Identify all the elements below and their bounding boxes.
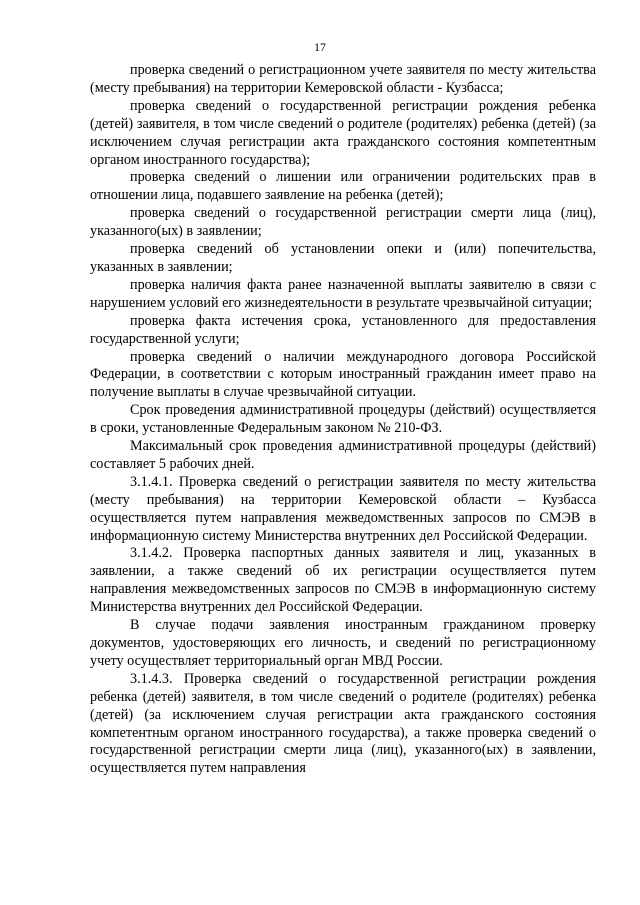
paragraph: проверка сведений о государственной регистрации рождения ребенка (детей) заявителя, в том числе сведений о родителе (родителях) ребенка (детей) (за исключением случая регистрации акта гражданского состояния компетентным органом иностранного государства); [90, 97, 596, 168]
paragraph: Максимальный срок проведения административной процедуры (действий) составляет 5 рабочих дней. [90, 438, 596, 472]
paragraph: В случае подачи заявления иностранным гражданином проверку документов, удостоверяющих его личность, и сведений по регистрационному учету осуществляет территориальный орган МВД России. [90, 617, 596, 669]
document-body [90, 62, 596, 778]
paragraph: 3.1.4.2. Проверка паспортных данных заявителя и лиц, указанных в заявлении, а также сведений об их регистрации осуществляется путем направления межведомственных запросов по СМЭВ в информационную систему Министерства внутренних дел Российской Федерации. [90, 545, 596, 616]
paragraph: проверка сведений об установлении опеки и (или) попечительства, указанных в заявлении; [90, 241, 596, 275]
paragraph: 3.1.4.3. Проверка сведений о государственной регистрации рождения ребенка (детей) заявителя, в том числе сведений о родителе (родителях) ребенка (детей) (за исключением случая регистрации акта гражданского состояния компетентным органом иностранного государства), а также проверка сведений о государственной регистрации смерти лица (лиц), указанного(ых) в заявлении, осуществляется путем направления [90, 670, 596, 777]
page-number: 17 [314, 40, 326, 54]
paragraph: проверка сведений о лишении или ограничении родительских прав в отношении лица, подавшего заявление на ребенка (детей); [90, 169, 596, 204]
paragraph: 3.1.4.1. Проверка сведений о регистрации заявителя по месту жительства (месту пребывания) на территории Кемеровской области – Кузбасса осуществляется путем направления межведомственных запросов по СМЭВ в информационную систему Министерства внутренних дел Российской Федерации. [90, 473, 596, 544]
paragraph: Срок проведения административной процедуры (действий) осуществляется в сроки, установленные Федеральным законом № 210-ФЗ. [90, 402, 596, 437]
paragraph: проверка факта истечения срока, установленного для предоставления государственной услуги; [90, 312, 596, 347]
paragraph: проверка наличия факта ранее назначенной выплаты заявителю в связи с нарушением условий его жизнедеятельности в результате чрезвычайной ситуации; [90, 276, 596, 311]
paragraph: проверка сведений о государственной регистрации смерти лица (лиц), указанного(ых) в заявлении; [90, 205, 596, 240]
paragraph: проверка сведений о наличии международного договора Российской Федерации, в соответствии с которым иностранный гражданин имеет право на получение выплаты в случае чрезвычайной ситуации. [90, 348, 596, 401]
paragraph: проверка сведений о регистрационном учете заявителя по месту жительства (месту пребывания) на территории Кемеровской области - Кузбасса; [90, 62, 596, 96]
